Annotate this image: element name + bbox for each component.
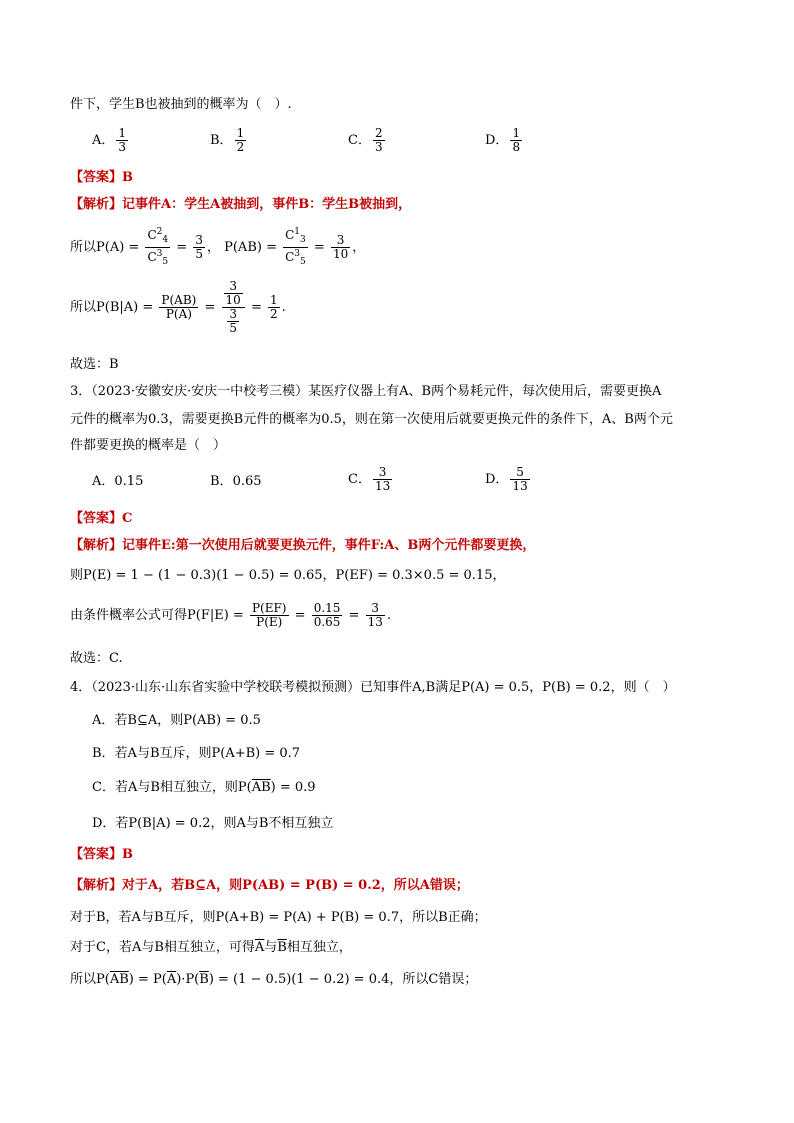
q3-stem-line-2: 元件的概率为0.3，需要更换B元件的概率为0.5，则在第一次使用后就要更换元件的条件下，A、B两个元 (70, 412, 673, 427)
q2-answer (70, 168, 133, 188)
answer-tag: 【答案】 (70, 170, 123, 185)
q3-stem-line-1: 3．（2023·安徽安庆·安庆一中校考三模）某医疗仪器上有A、B两个易耗元件，每次使用后，需要更换A (70, 384, 662, 399)
q2-option-c: C． $\frac{2}{3}$ (348, 126, 383, 154)
q2-option-b: B． $\frac{1}{2}$ (210, 126, 245, 154)
q3-analysis-line-1: 【解析】记事件E:第一次使用后就要更换元件，事件F:A、B两个元件都要更换， (70, 538, 536, 553)
q3-option-d: D． $\frac{5}{13}$ (485, 465, 528, 493)
answer-value: C (122, 511, 133, 526)
q2-option-b-fraction: $\frac{1}{2}$ (236, 126, 245, 154)
q3-option-a: A．0.15 (92, 474, 144, 489)
analysis-tag: 【解析】 (70, 197, 123, 212)
q4-option-a: A．若B⊆A，则P(AB) = 0.5 (92, 713, 261, 728)
q4-option-b: B．若A与B互斥，则P(A+B) = 0.7 (92, 746, 301, 761)
q3-answer (70, 509, 132, 529)
q2-option-a: A． $\frac{1}{3}$ (92, 126, 127, 154)
q2-option-a-fraction: $\frac{1}{3}$ (118, 126, 127, 154)
answer-value: B (122, 170, 134, 185)
q4-answer (70, 845, 133, 865)
q4-analysis-line-3: 对于C，若A与B相互独立，可得$\overline{A}$与$\overline{B}$相互独立， (70, 940, 352, 955)
q2-calc-line-2: 所以P(B|A) = $\frac{P(AB)}{P(A)}$ = $\frac{\frac{3}{10}}{\frac{3}{5}}$ = $\frac{1}{2}$ . (70, 279, 286, 335)
q3-option-c: C． $\frac{3}{13}$ (348, 465, 391, 493)
q4-analysis-line-4: 所以$P(\overline{AB}) = P(\overline{A})\cdot P(\overline{B}) = (1 - 0.5)(1 - 0.2) = 0.4$，所以C错误； (70, 972, 478, 987)
q3-calc-line-2: 由条件概率公式可得P(F|E) = $\frac{P(EF)}{P(E)}$ = $\frac{0.15}{0.65}$ = $\frac{3}{13}$ . (70, 601, 392, 629)
answer-value: B (122, 847, 134, 862)
answer-tag: 【答案】 (70, 847, 123, 862)
q4-analysis-line-2: 对于B，若A与B互斥，则P(A+B) = P(A) + P(B) = 0.7，所以B正确； (70, 910, 487, 925)
q4-stem: 4．（2023·山东·山东省实验中学校联考模拟预测）已知事件A,B满足P(A) = 0.5，P(B) = 0.2，则（ ） (70, 680, 676, 695)
q2-calc-line-1: 所以P(A) = $\frac{C^2_4}{C^3_5}$ = $\frac{3}{5}$ ， P(AB) = $\frac{C^1_3}{C^3_5}$ = $\frac{3}{10}$ ， (70, 227, 366, 267)
analysis-tag: 【解析】 (70, 538, 123, 553)
q4-analysis-line-1: 【解析】对于A，若B⊆A，则P(AB) = P(B) = 0.2，所以A错误； (70, 878, 469, 893)
q3-choice: 故选：C. (70, 651, 123, 666)
q3-calc-line-1: 则P(E) = 1 − (1 − 0.3)(1 − 0.5) = 0.65，P(EF) = 0.3×0.5 = 0.15， (70, 568, 506, 583)
q2-choice: 故选：B (70, 357, 119, 372)
analysis-tag: 【解析】 (70, 878, 123, 893)
q4-option-d: D．若P(B|A) = 0.2，则A与B不相互独立 (92, 816, 334, 831)
q4-option-c: C．若A与B相互独立，则$P(\overline{AB}) = 0.9$ (92, 780, 316, 795)
q2-option-c-fraction: $\frac{2}{3}$ (374, 126, 383, 154)
q3-option-b: B．0.65 (210, 474, 262, 489)
q2-option-d: D． $\frac{1}{8}$ (485, 126, 521, 154)
q3-stem-line-3: 件都要更换的概率是（ ） (70, 438, 227, 453)
q2-option-d-fraction: $\frac{1}{8}$ (512, 126, 521, 154)
answer-tag: 【答案】 (70, 511, 123, 526)
q2-analysis-line-1: 【解析】记事件A：学生A被抽到，事件B：学生B被抽到， (70, 197, 412, 212)
q2-stem-tail: 件下，学生B也被抽到的概率为（ ）. (70, 97, 292, 112)
